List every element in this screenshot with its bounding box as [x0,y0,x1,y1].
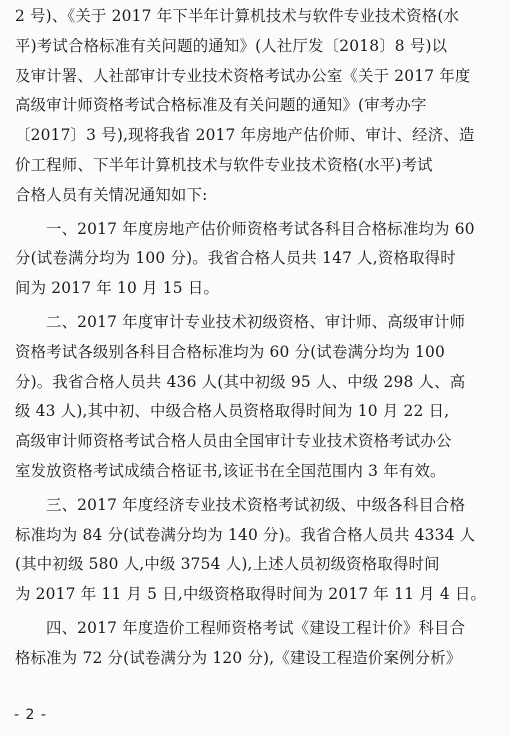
text-line: (其中初级 580 人,中级 3754 人),上述人员初级资格取得时间 [15,555,440,574]
text-line: 平)考试合格标准有关问题的通知》(人社厅发〔2018〕8 号)以 [15,36,448,55]
text-line: 格标准为 72 分(试卷满分为 120 分),《建设工程造价案例分析》 [15,648,462,667]
text-line: 资格考试各级别各科目合格标准均为 60 分(试卷满分均为 100 [15,342,446,361]
paragraph-2-start: 二、2017 年度审计专业技术初级资格、审计师、高级审计师 [46,312,466,331]
text-line: 标准均为 84 分(试卷满分均为 140 分)。我省合格人员共 4334 人 [15,525,476,544]
text-line: 2 号)、《关于 2017 年下半年计算机技术与软件专业技术资格(水 [15,7,460,25]
text-line: 分)。我省合格人员共 436 人(其中初级 95 人、中级 298 人、高 [15,372,466,391]
document-body [15,2,503,674]
text-line: 室发放资格考试成绩合格证书,该证书在全国范围内 3 年有效。 [15,461,446,480]
paragraph-3-start: 三、2017 年度经济专业技术资格考试初级、中级各科目合格 [46,495,466,514]
text-line: 及审计署、人社部审计专业技术资格考试办公室《关于 2017 年度 [15,66,471,85]
text-line: 级 43 人),其中初、中级合格人员资格取得时间为 10 月 22 日, [15,402,450,421]
page-number: - 2 - [14,707,47,723]
text-line: 高级审计师资格考试合格人员由全国审计专业技术资格考试办公 [15,432,452,451]
text-line: 高级审计师资格考试合格标准及有关问题的通知》(审考办字 [15,96,427,115]
paragraph-1-start: 一、2017 年度房地产估价师资格考试各科目合格标准均为 60 [46,219,475,238]
text-line: 间为 2017 年 10 月 15 日。 [15,279,220,298]
text-line: 合格人员有关情况通知如下: [15,185,208,204]
text-line: 为 2017 年 11 月 5 日,中级资格取得时间为 2017 年 11 月 4 日。 [15,585,487,604]
text-line: 价工程师、下半年计算机技术与软件专业技术资格(水平)考试 [15,155,433,174]
text-line: 〔2017〕3 号),现将我省 2017 年房地产估价师、审计、经济、造 [15,126,475,145]
paragraph-4-start: 四、2017 年度造价工程师资格考试《建设工程计价》科目合 [46,618,466,637]
text-line: 分(试卷满分均为 100 分)。我省合格人员共 147 人,资格取得时 [15,249,456,268]
